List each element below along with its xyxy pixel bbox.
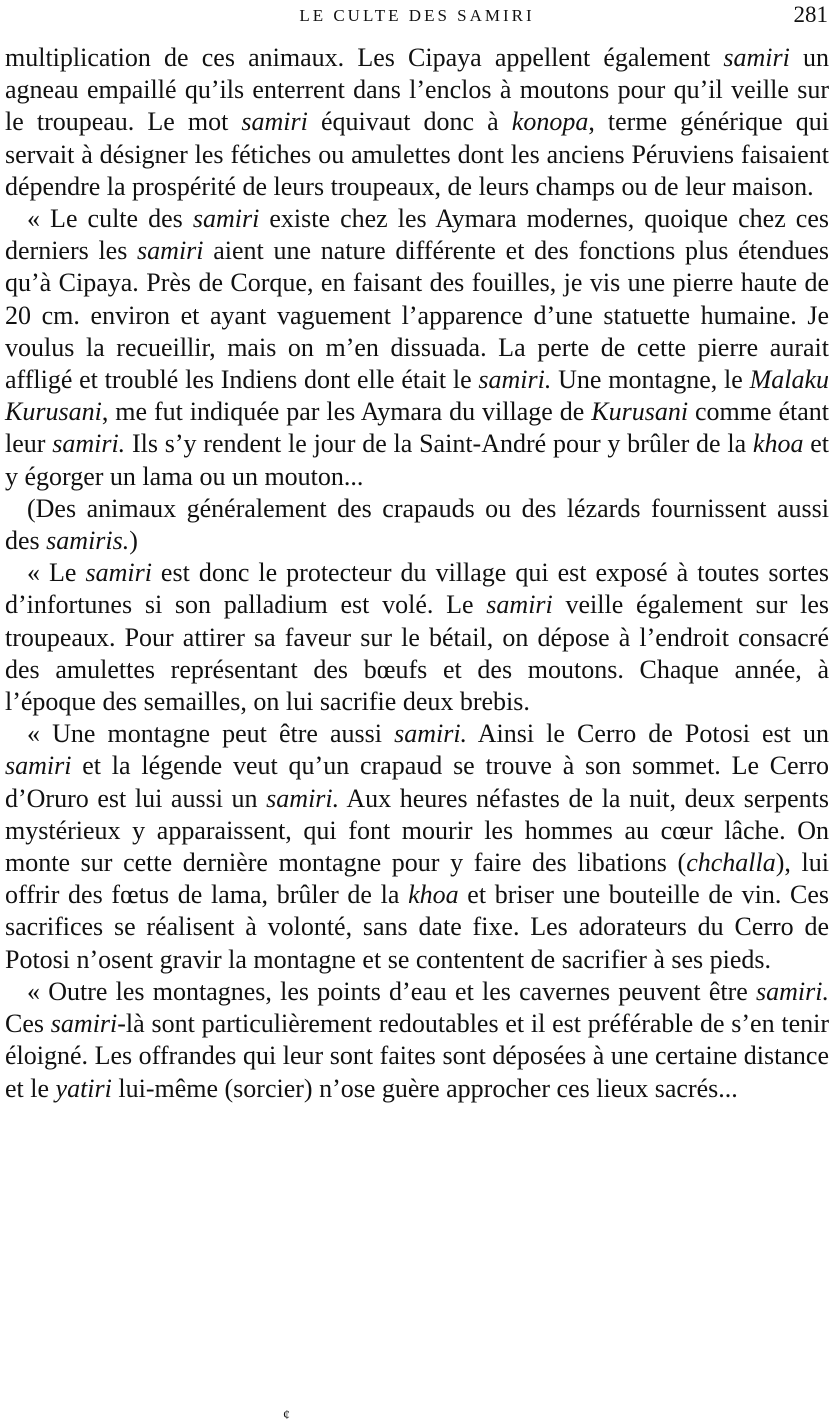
italic-term: samiri. bbox=[394, 719, 468, 749]
text-run: veille également sur les troupeaux. Pour attirer sa faveur sur le bétail, on dépose à l’endroit consacré des amulettes représentant des bœufs et des moutons. Chaque année, à l’époque des semailles, on lui sacrifie deux brebis. bbox=[5, 590, 829, 717]
text-run: existe chez les Aymara modernes, quoique chez ces derniers les bbox=[5, 204, 829, 266]
italic-term: samiri bbox=[723, 43, 790, 72]
text-run: « Le bbox=[27, 558, 86, 588]
paragraph bbox=[5, 557, 829, 718]
text-run: -là sont particulièrement redoutables et il est préférable de s’en tenir éloigné. Les offrandes qui leur sont faites sont déposées à une certaine distance et le bbox=[5, 1009, 830, 1103]
paragraph bbox=[5, 718, 829, 976]
paragraph bbox=[5, 976, 829, 1105]
text-run: comme étant leur bbox=[5, 397, 829, 459]
printer-mark: ¢ bbox=[283, 1408, 290, 1423]
italic-term: samiri bbox=[192, 204, 260, 234]
text-run: « Le culte des bbox=[27, 204, 193, 234]
text-run: ), lui offrir des fœtus de lama, brûler de la bbox=[5, 848, 829, 910]
italic-term: samiri. bbox=[756, 976, 829, 1006]
text-run: Ainsi le Cerro de Potosi est un bbox=[467, 719, 829, 749]
text-run: aient une nature différente et des fonctions plus étendues qu’à Cipaya. Près de Corque, en faisant des fouilles, je vis une pierre haute de 20 cm. environ et ayant vaguement l’apparence d’une statuette humaine. Je voulus la recueillir, mais on m’en dissuada. La perte de cette pierre aurait affligé et troublé les Indiens dont elle était le bbox=[5, 236, 829, 395]
text-run: , terme générique qui servait à désigner les fétiches ou amulettes dont les anciens Péruviens faisaient dépendre la prospérité de leurs troupeaux, de leurs champs ou de leur maison. bbox=[5, 107, 829, 201]
running-head bbox=[0, 2, 834, 30]
page-number: 281 bbox=[793, 2, 828, 27]
italic-term: samiris. bbox=[46, 526, 130, 556]
text-run: Une montagne, le bbox=[551, 365, 750, 395]
text-run: équivaut donc à bbox=[307, 107, 512, 137]
text-run: ) bbox=[129, 526, 138, 556]
body-text bbox=[5, 42, 829, 1105]
italic-term: samiri bbox=[241, 107, 308, 137]
italic-term: khoa bbox=[752, 429, 804, 459]
paragraph bbox=[5, 203, 829, 493]
text-run: « Une montagne peut être aussi bbox=[27, 719, 395, 749]
italic-term: samiri bbox=[50, 1009, 118, 1039]
text-run: Aux heures néfastes de la nuit, deux serpents mystérieux y apparaissent, qui font mourir les hommes au cœur lâche. On monte sur cette dernière montagne pour y faire des libations ( bbox=[5, 783, 829, 878]
italic-term: khoa bbox=[408, 880, 459, 910]
italic-term: yatiri bbox=[55, 1073, 112, 1103]
italic-term: samiri. bbox=[52, 429, 126, 459]
italic-term: samiri bbox=[137, 236, 204, 266]
text-run: et y égorger un lama ou un mouton... bbox=[5, 429, 829, 491]
text-run: et la légende veut qu’un crapaud se trouve à son sommet. Le Cerro d’Oruro est lui aussi un bbox=[5, 751, 829, 813]
text-run: et briser une bouteille de vin. Ces sacrifices se réalisent à volonté, sans date fixe. Les adorateurs du Cerro de Potosi n’osent gravir la montagne et se contentent de sacrifier à ses pieds. bbox=[5, 880, 829, 974]
italic-term: samiri. bbox=[266, 783, 340, 813]
text-run: un agneau empaillé qu’ils enterrent dans l’enclos à moutons pour qu’il veille sur le troupeau. Le mot bbox=[5, 43, 830, 137]
text-run: multiplication de ces animaux. Les Cipaya appellent également bbox=[5, 43, 724, 72]
italic-term: samiri bbox=[5, 751, 72, 781]
italic-term: Malaku Kurusani bbox=[5, 365, 829, 427]
italic-term: samiri bbox=[486, 590, 553, 620]
italic-term: konopa bbox=[511, 107, 589, 137]
text-run: , me fut indiquée par les Aymara du village de bbox=[101, 397, 592, 427]
italic-term: Kurusani bbox=[591, 397, 689, 427]
italic-term: samiri bbox=[85, 558, 152, 588]
italic-term: samiri. bbox=[478, 365, 552, 395]
italic-term: chchalla bbox=[686, 848, 776, 878]
paragraph bbox=[5, 42, 829, 203]
text-run: Ces bbox=[5, 1009, 51, 1039]
text-run: (Des animaux généralement des crapauds ou des lézards fournissent aussi des bbox=[5, 493, 829, 556]
text-run: Ils s’y rendent le jour de la Saint-André pour y brûler de la bbox=[125, 429, 753, 459]
text-run: lui-même (sorcier) n’ose guère approcher ces lieux sacrés... bbox=[111, 1073, 738, 1103]
running-title: LE CULTE DES SAMIRI bbox=[299, 6, 535, 25]
text-run: est donc le protecteur du village qui est exposé à toutes sortes d’infortunes si son palladium est volé. Le bbox=[5, 558, 829, 620]
paragraph bbox=[5, 493, 829, 557]
text-run: « Outre les montagnes, les points d’eau et les cavernes peuvent être bbox=[27, 976, 757, 1006]
